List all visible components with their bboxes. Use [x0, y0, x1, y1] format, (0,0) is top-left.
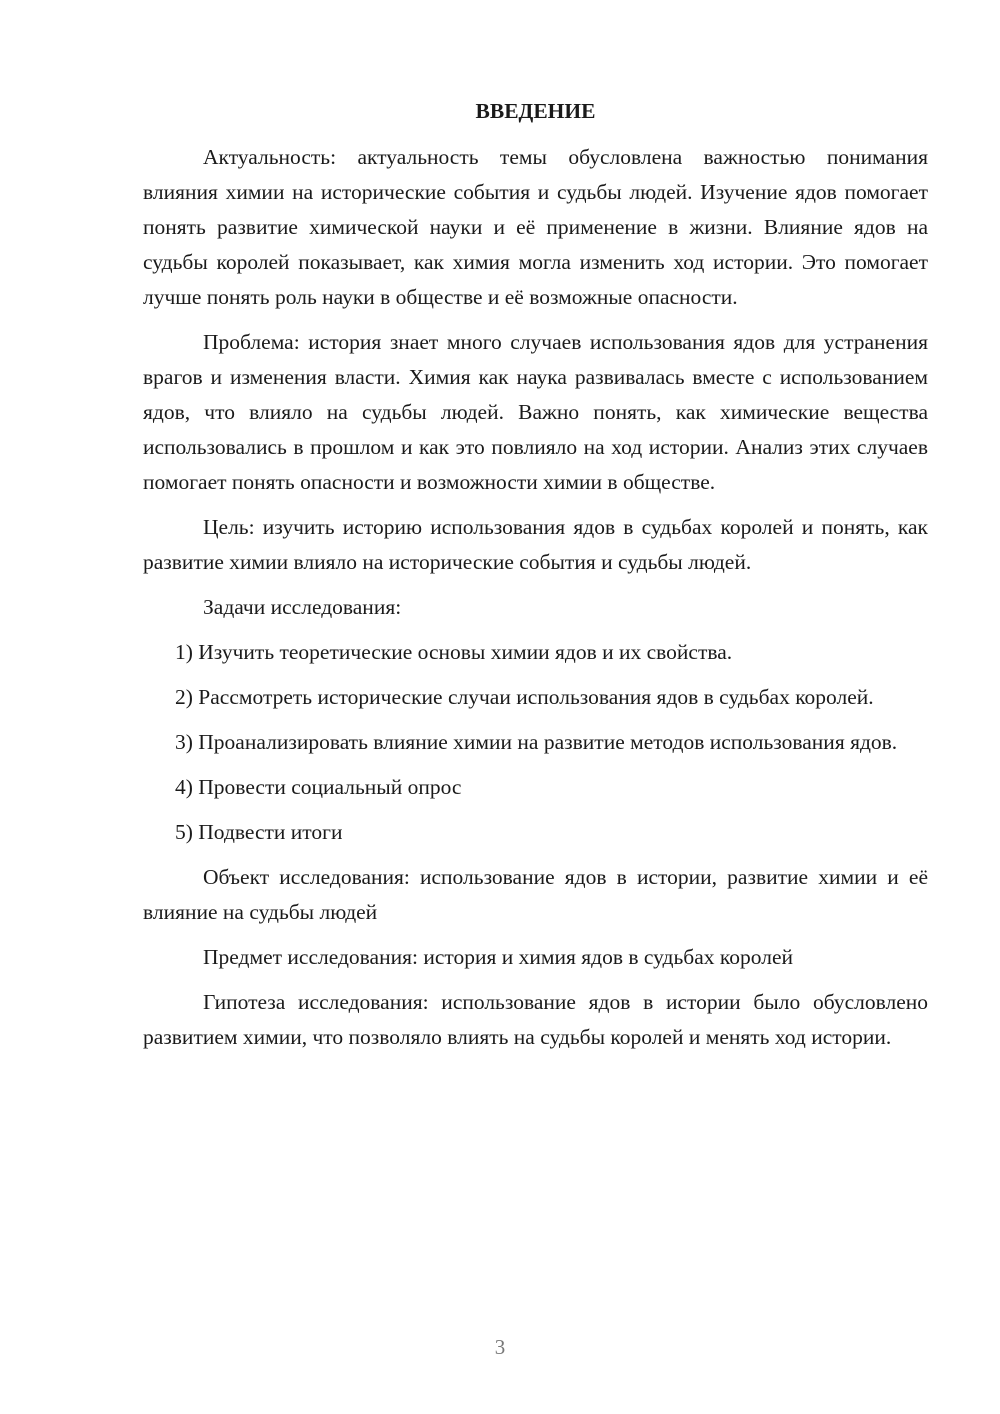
paragraph-relevance: Актуальность: актуальность темы обусловлена важностью понимания влияния химии на исторические события и судьбы людей. Изучение ядов помогает понять развитие химической науки и её применение в жизни. Влияние ядов на судьбы королей показывает, как химия могла изменить ход истории. Это помогает лучше понять роль науки в обществе и её возможные опасности.: [143, 145, 928, 309]
task-item-5: 5) Подвести итоги: [175, 820, 343, 844]
task-item-4: 4) Провести социальный опрос: [175, 775, 462, 799]
document-page: [143, 96, 928, 1065]
paragraph-subject: Предмет исследования: история и химия ядов в судьбах королей: [203, 945, 794, 969]
task-item-1: 1) Изучить теоретические основы химии ядов и их свойства.: [175, 640, 733, 664]
paragraph-object: Объект исследования: использование ядов в истории, развитие химии и её влияние на судьбы людей: [143, 865, 928, 924]
paragraph-tasks-heading: Задачи исследования:: [203, 595, 402, 619]
paragraph-problem: Проблема: история знает много случаев использования ядов для устранения врагов и изменения власти. Химия как наука развивалась вместе с использованием ядов, что влияло на судьбы людей. Важно понять, как химические вещества использовались в прошлом и как это повлияло на ход истории. Анализ этих случаев помогает понять опасности и возможности химии в обществе.: [143, 330, 928, 494]
task-item-2: 2) Рассмотреть исторические случаи использования ядов в судьбах королей.: [175, 685, 874, 709]
page-number: 3: [494, 1335, 506, 1359]
section-title: ВВЕДЕНИЕ: [475, 99, 596, 123]
task-item-3: 3) Проанализировать влияние химии на развитие методов использования ядов.: [175, 730, 898, 754]
paragraph-goal: Цель: изучить историю использования ядов в судьбах королей и понять, как развитие химии влияло на исторические события и судьбы людей.: [143, 515, 928, 574]
paragraph-hypothesis: Гипотеза исследования: использование ядов в истории было обусловлено развитием химии, что позволяло влиять на судьбы королей и менять ход истории.: [143, 990, 928, 1049]
